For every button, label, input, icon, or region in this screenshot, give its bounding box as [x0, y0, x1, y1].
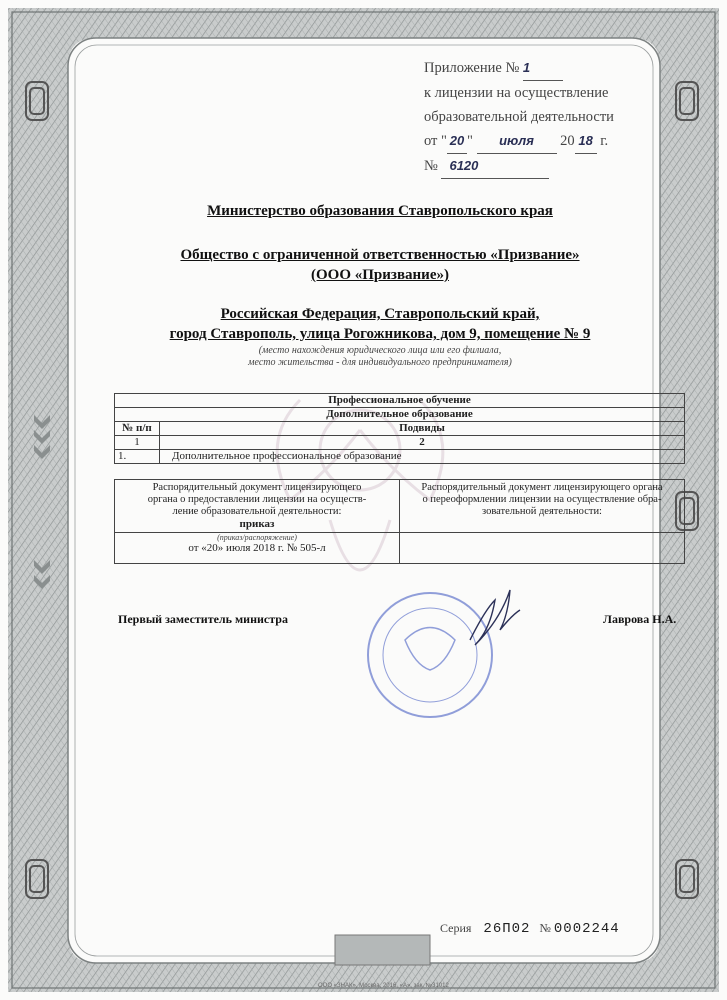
license-number-line: № 6120: [424, 154, 614, 179]
blank-series: Серия 26П02 № 0002244: [440, 921, 620, 937]
index-2: 2: [160, 436, 685, 450]
date-line: от " 20 " июля 20 18 г.: [424, 129, 614, 154]
grant-document-date-cell: [115, 533, 400, 564]
organization-name: [100, 245, 660, 285]
date-day: 20: [447, 129, 467, 154]
row-subtype: Дополнительное профессиональное образование: [160, 450, 685, 464]
column-number: № п/п: [115, 422, 160, 436]
signatory-name: Лаврова Н.А.: [603, 612, 677, 626]
index-1: 1: [115, 436, 160, 450]
license-line: к лицензии на осуществление: [424, 85, 609, 101]
reissue-document-date-cell: [400, 533, 685, 564]
document-type-note: (приказ/распоряжение): [217, 533, 297, 542]
ministry-title: Министерство образования Ставропольского края: [207, 203, 553, 219]
table-column-row: [115, 422, 685, 436]
header-additional: Дополнительное образование: [115, 408, 685, 422]
date-month: июля: [477, 129, 557, 154]
column-subtypes: Подвиды: [160, 422, 685, 436]
table-index-row: [115, 436, 685, 450]
appendix-number: 1: [523, 56, 563, 81]
table-header-row: [115, 394, 685, 408]
address-line-1: Российская Федерация, Ставропольский край,: [220, 306, 540, 322]
signatory-position: Первый заместитель министра: [118, 612, 288, 626]
org-short-name: (ООО «Призвание»): [311, 267, 449, 283]
grant-document-date: от «20» июля 2018 г. № 505-л: [188, 542, 326, 554]
date-year: 18: [575, 129, 597, 154]
address-block: [90, 304, 670, 369]
org-full-name: Общество с ограниченной ответственностью «Призвание»: [180, 247, 580, 263]
license-number: 6120: [441, 154, 549, 179]
header-professional: Профессиональное обучение: [115, 394, 685, 408]
reissue-document-cell: Распорядительный документ лицензирующего органа о переоформлении лицензии на осуществление обра- зовательной деятельности:: [400, 480, 685, 533]
appendix-header: [424, 56, 614, 179]
document-type: приказ: [239, 518, 275, 530]
appendix-number-line: Приложение № 1: [424, 56, 614, 81]
address-note-2: место жительства - для индивидуального предпринимателя): [248, 357, 512, 368]
series-code: 26П02: [483, 921, 531, 937]
printer-imprint: ООО «ЗНАК», Москва, 2016, «А», зак. №31012: [318, 983, 449, 989]
activity-line: образовательной деятельности: [424, 109, 614, 125]
row-number: 1.: [115, 450, 160, 464]
table-header-row: [115, 408, 685, 422]
admin-documents-table: [114, 479, 685, 564]
address-note-1: (место нахождения юридического лица или его филиала,: [258, 345, 502, 356]
grant-document-cell: Распорядительный документ лицензирующего органа о предоставлении лицензии на осуществ- ление образовательной деятельности: приказ: [115, 480, 400, 533]
series-number: 0002244: [553, 921, 620, 937]
address-line-2: город Ставрополь, улица Рогожникова, дом 9, помещение № 9: [169, 326, 591, 342]
table-row: [115, 450, 685, 464]
education-table: [114, 393, 685, 464]
